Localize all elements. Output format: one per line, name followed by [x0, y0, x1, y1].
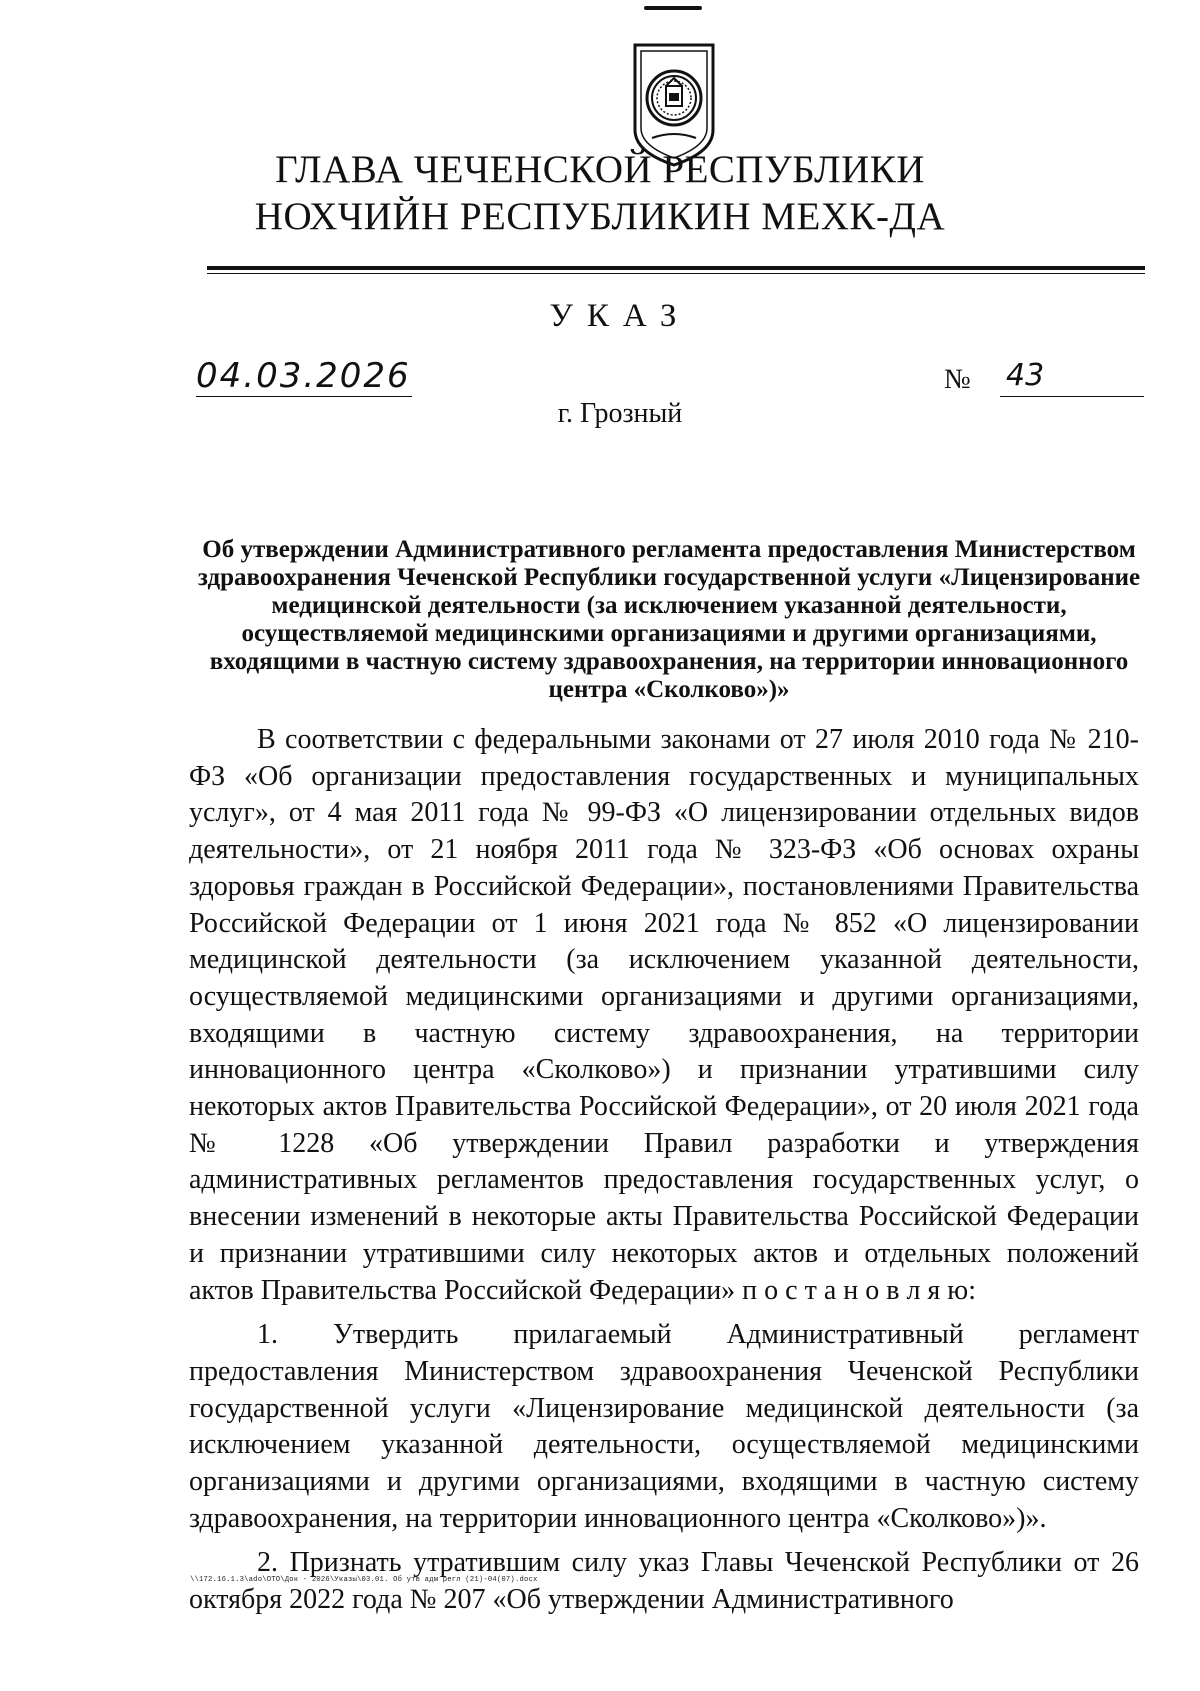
document-number: 43 — [1000, 356, 1144, 397]
footer-file-path: \\172.16.1.3\ado\ОТО\Док - 2026\Указы\03.01. Об утв адм регл (21)-04(07).docx — [190, 1576, 538, 1584]
document-city: г. Грозный — [557, 398, 683, 429]
document-date: 04.03.2026 — [196, 356, 411, 396]
body-paragraph: 1. Утвердить прилагаемый Административный регламент предоставления Министерством здравоохранения Чеченской Республики государственной услуги «Лицензирование медицинской деятельности (за исключением указанной деятельности, осуществляемой медицинскими организациями и другими организациями, входящими в частную систему здравоохранения, на территории инновационного центра «Сколково»)». — [189, 1319, 1139, 1534]
body-paragraph: 2. Признать утратившим силу указ Главы Чеченской Республики от 26 октября 2022 года № 207 «Об утверждении Административного — [189, 1547, 1139, 1616]
document-body — [189, 722, 1139, 1627]
header-rule-thin — [207, 273, 1145, 274]
header-rule-thick — [207, 266, 1145, 270]
header-line-2: НОХЧИЙН РЕСПУБЛИКИН МЕХК-ДА — [254, 195, 946, 238]
document-type: УКАЗ — [549, 298, 691, 334]
header-line-1: ГЛАВА ЧЕЧЕНСКОЙ РЕСПУБЛИКИ — [275, 148, 925, 191]
page-top-mark — [644, 6, 702, 10]
document-number-label: № — [944, 364, 971, 395]
body-paragraph: В соответствии с федеральными законами от 27 июля 2010 года № 210-ФЗ «Об организации предоставления государственных и муниципальных услуг», от 4 мая 2011 года № 99-ФЗ «О лицензировании отдельных видов деятельности», от 21 ноября 2011 года № 323-ФЗ «Об основах охраны здоровья граждан в Российской Федерации», постановлениями Правительства Российской Федерации от 1 июня 2021 года № 852 «О лицензировании медицинской деятельности (за исключением указанной деятельности, осуществляемой медицинскими организациями и другими организациями, входящими в частную систему здравоохранения, на территории инновационного центра «Сколково») и признании утратившими силу некоторых актов Правительства Российской Федерации», от 20 июля 2021 года № 1228 «Об утверждении Правил разработки и утверждения административных регламентов предоставления государственных услуг, о внесении изменений в некоторые акты Правительства Российской Федерации и признании утратившими силу некоторых актов и отдельных положений актов Правительства Российской Федерации» п о с т а н о в л я ю: — [189, 724, 1139, 1306]
document-title: Об утверждении Административного регламента предоставления Министерством здравоохранения Чеченской Республики государственной услуги «Лицензирование медицинской деятельности (за исключением указанной деятельности, осуществляемой медицинскими организациями и другими организациями, входящими в частную систему здравоохранения, на территории инновационного центра «Сколково»)» — [197, 536, 1141, 703]
